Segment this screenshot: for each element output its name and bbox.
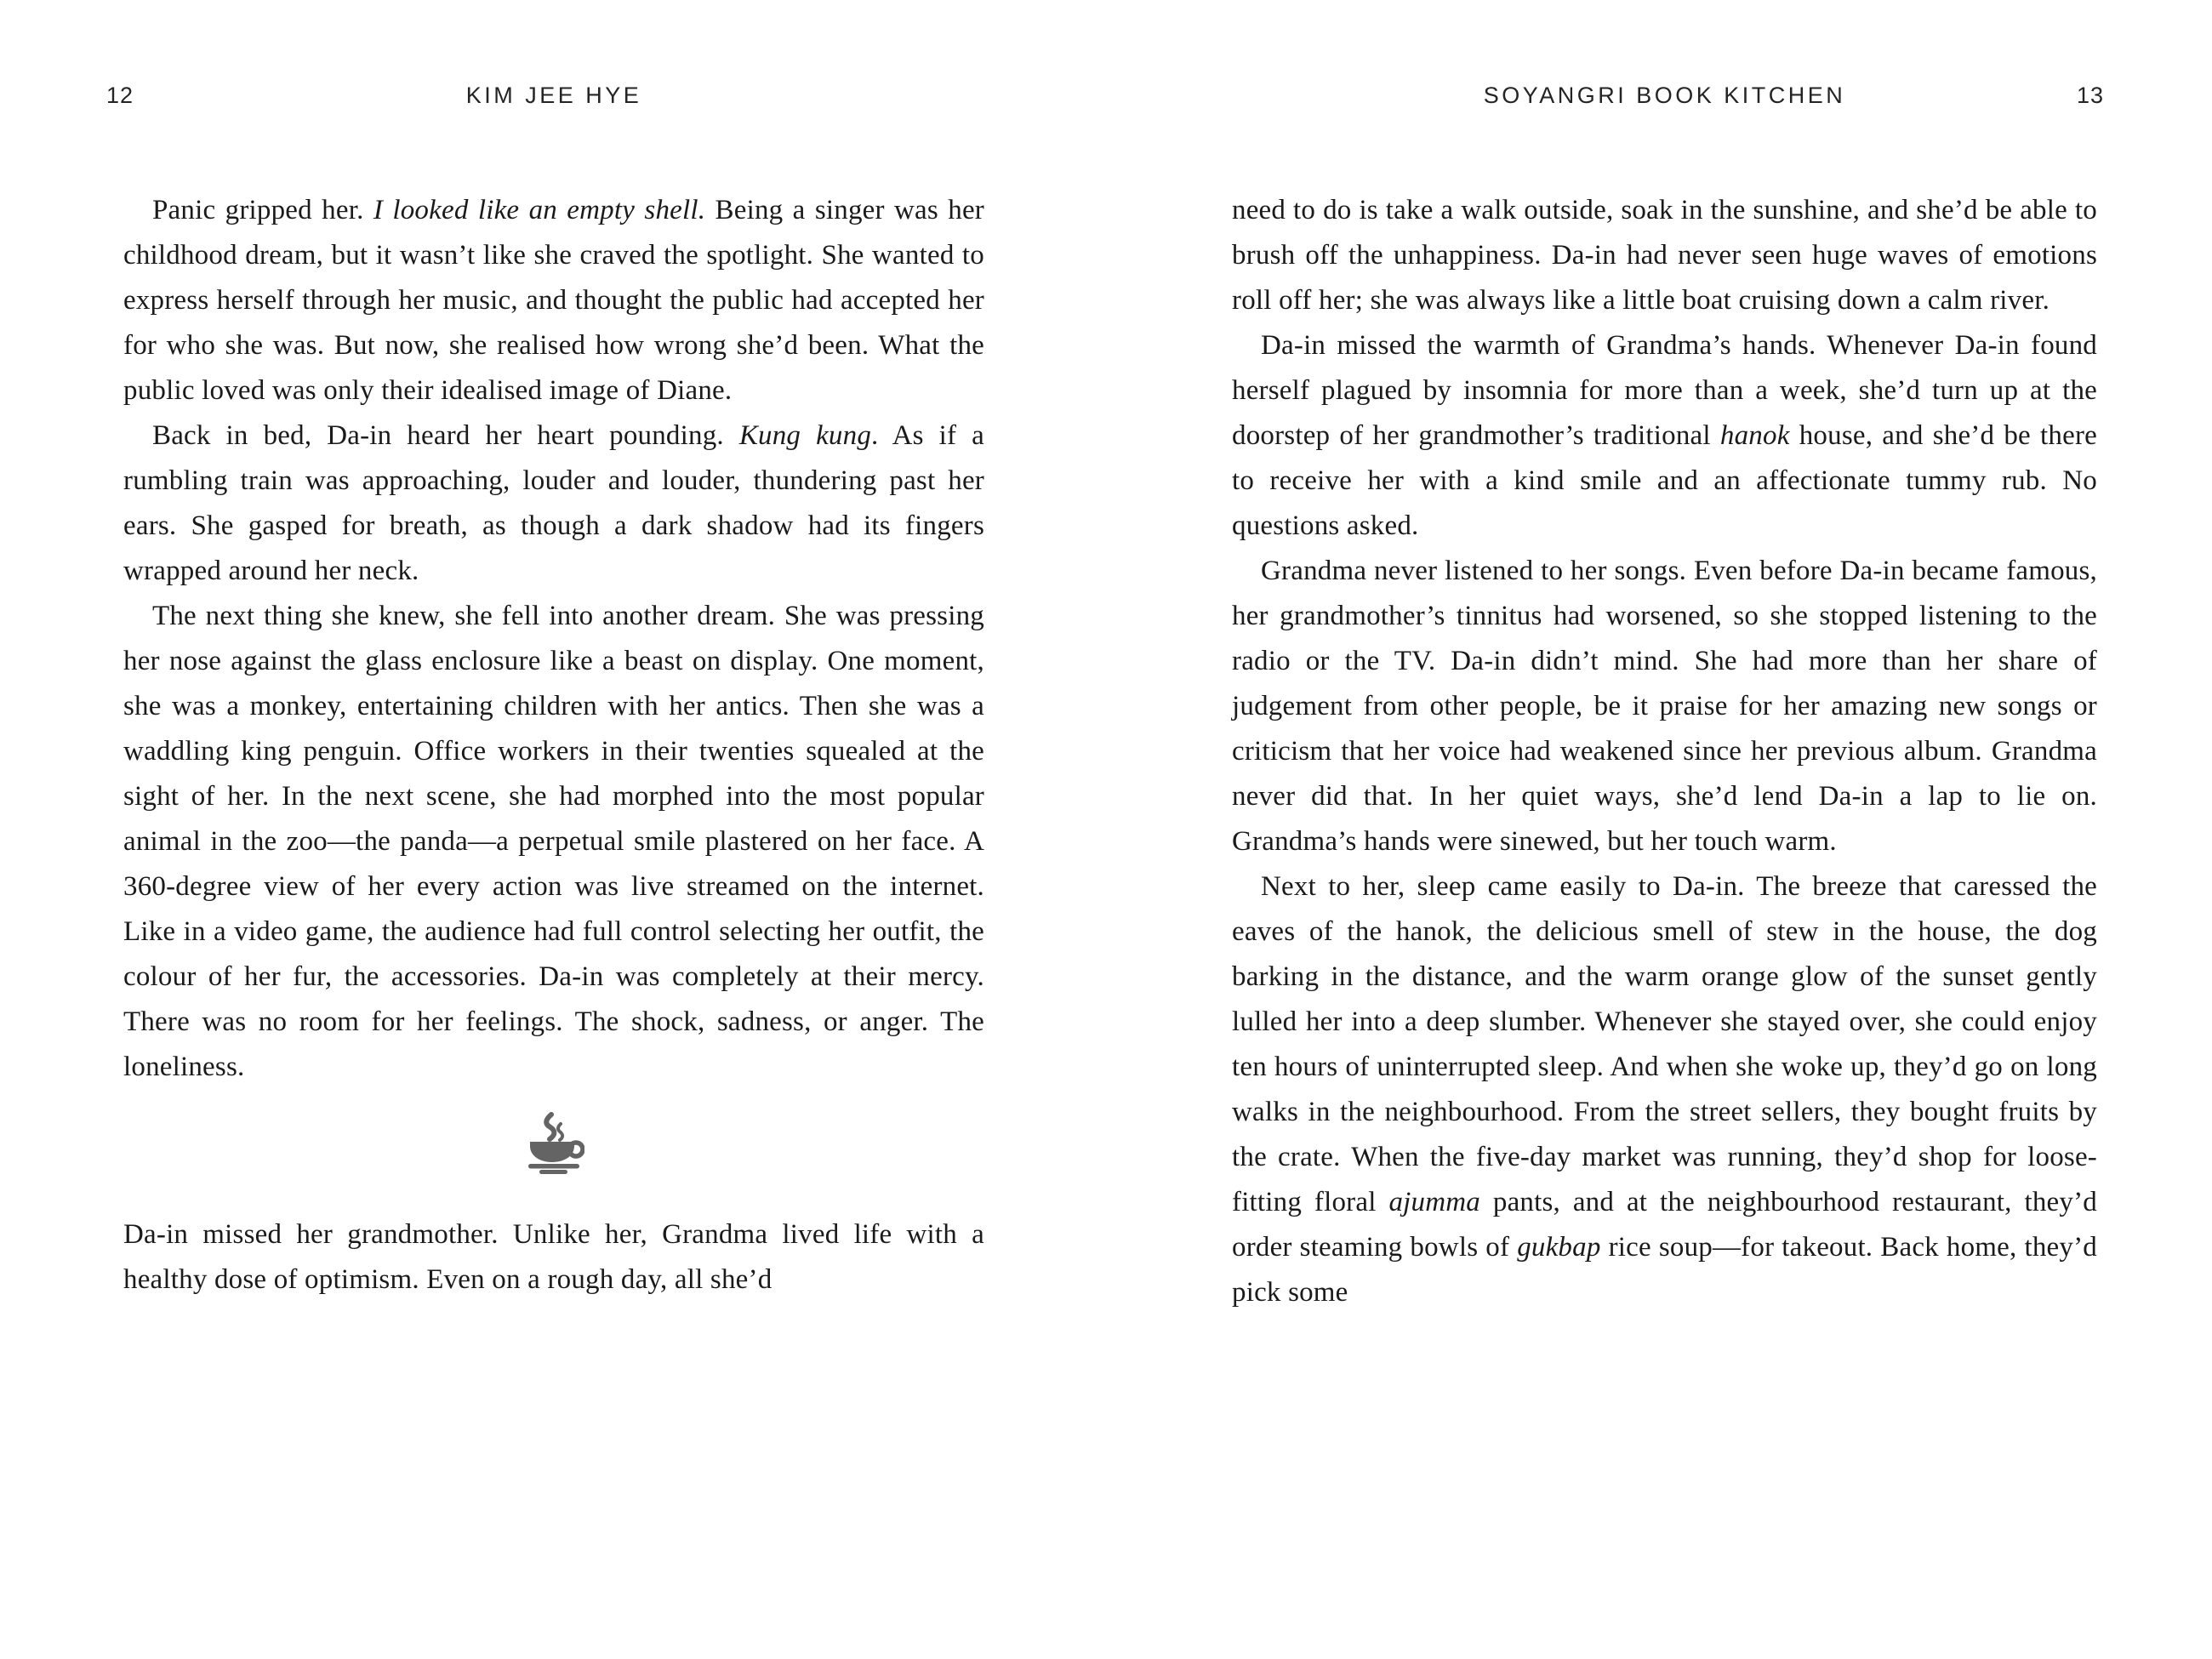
paragraph: Grandma never listened to her songs. Even before Da-in became famous, her grandmother’s tinnitus had worsened, so she stopped listening to the radio or the TV. Da-in didn’t mind. She had more than her share of judgement from other people, be it praise for her amazing new songs or criticism that her voice had weakened since her previous album. Grandma never did that. In her quiet ways, she’d lend Da-in a lap to lie on. Grandma’s hands were sinewed, but her touch warm. [1232,556,2097,857]
paragraph-group-left-after-break [123,1212,984,1303]
paragraph-group-right [1232,188,2097,1315]
section-break-ornament [123,1110,984,1175]
running-header-title-left: KIM JEE HYE [465,83,642,108]
page-right [1232,0,2104,1659]
paragraph: Panic gripped her. I looked like an empty shell. Being a singer was her childhood dream, but it wasn’t like she craved the spotlight. She wanted to express herself through her music, and thought the public had accepted her for who she was. But now, she realised how wrong she’d been. What the public loved was only their idealised image of Diane. [123,195,984,406]
coffee-cup-icon [523,1110,584,1175]
paragraph: The next thing she knew, she fell into another dream. She was pressing her nose against the glass enclosure like a beast on display. One moment, she was a monkey, entertaining children with her antics. Then she was a waddling king penguin. Office workers in their twenties squealed at the sight of her. In the next scene, she had morphed into the most popular animal in the zoo—the panda—a perpetual smile plastered on her face. A 360-degree view of her every action was live streamed on the internet. Like in a video game, the audience had full control selecting her outfit, the colour of her fur, the accessories. Da-in was completely at their mercy. There was no room for her feelings. The shock, sadness, or anger. The loneliness. [123,601,984,1082]
paragraph: Da-in missed the warmth of Grandma’s hands. Whenever Da-in found herself plagued by insomnia for more than a week, she’d turn up at the doorstep of her grandmother’s traditional hanok house, and she’d be there to receive her with a kind smile and an affectionate tummy rub. No questions asked. [1232,330,2097,541]
page-body-right [1232,188,2097,1315]
paragraph-group-left [123,188,984,1090]
paragraph: Back in bed, Da-in heard her heart pounding. Kung kung. As if a rumbling train was approaching, louder and louder, thundering past her ears. She gasped for breath, as though a dark shadow had its fingers wrapped around her neck. [123,420,984,586]
running-header-title-right: SOYANGRI BOOK KITCHEN [1483,83,1846,108]
page-left [106,0,984,1659]
page-number-right: 13 [2076,83,2104,108]
running-header-left [106,83,984,113]
paragraph: Next to her, sleep came easily to Da-in. The breeze that caressed the eaves of the hanok, the delicious smell of stew in the house, the dog barking in the distance, and the warm orange glow of the sunset gently lulled her into a deep slumber. Whenever she stayed over, she could enjoy ten hours of uninterrupted sleep. And when she woke up, they’d go on long walks in the neighbourhood. From the street sellers, they bought fruits by the crate. When the five-day market was running, they’d shop for loose-fitting floral ajumma pants, and at the neighbourhood restaurant, they’d order steaming bowls of gukbap rice soup—for takeout. Back home, they’d pick some [1232,871,2097,1308]
page-body-left [123,188,984,1303]
paragraph: Da-in missed her grandmother. Unlike her, Grandma lived life with a healthy dose of optimism. Even on a rough day, all she’d [123,1219,984,1295]
page-number-left: 12 [106,83,134,108]
running-header-right [1232,83,2104,113]
paragraph: need to do is take a walk outside, soak in the sunshine, and she’d be able to brush off the unhappiness. Da-in had never seen huge waves of emotions roll off her; she was always like a little boat cruising down a calm river. [1232,195,2097,316]
